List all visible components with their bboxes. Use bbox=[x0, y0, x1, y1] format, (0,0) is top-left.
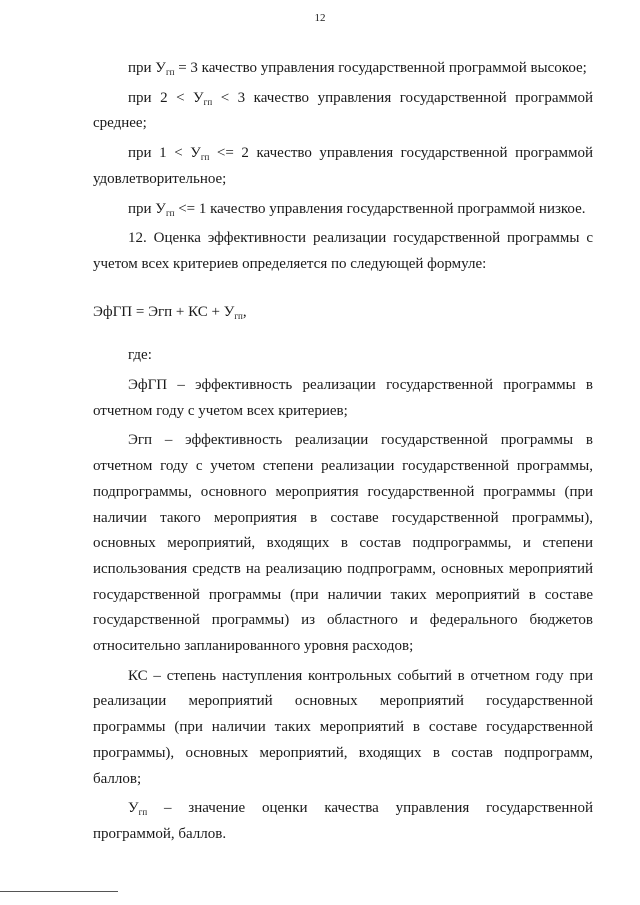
definition-efgp: ЭфГП – эффективность реализации государственной программы в отчетном году с учетом всех критериев; bbox=[93, 377, 593, 419]
definition-egp: Эгп – эффективность реализации государственной программы в отчетном году с учетом степени реализации государственной программы, подпрограммы, основного мероприятия государственной программы (при наличии такого мероприятия в составе государственной программы), основных мероприятий, входящих в состав подпрограммы, и степени использования средств на реализацию подпрограмм, основных мероприятий государственной программы (при наличии таких мероприятий в составе государственной программы) из областного и федерального бюджетов относительно запланированного уровня расходов; bbox=[93, 432, 593, 655]
section-12-intro: 12. Оценка эффективности реализации государственной программы с учетом всех критериев определяется по следующей формуле: bbox=[93, 230, 593, 272]
criterion-low: при $У_{гп} <= 1$ качество управления государственной программой низкое. bbox=[128, 200, 586, 218]
footer-rule bbox=[0, 891, 118, 892]
document-body bbox=[93, 56, 593, 848]
where-label: где: bbox=[128, 347, 152, 364]
criterion-high: при $У_{гп} = 3$ качество управления государственной программой высокое; bbox=[128, 60, 587, 77]
definition-ks: КС – степень наступления контрольных событий в отчетном году при реализации мероприятий основных мероприятий государственной программы (при наличии таких мероприятий в составе государственной программы), основных мероприятий, входящих в состав подпрограмм, баллов; bbox=[93, 667, 593, 787]
criterion-satisfactory: при $1 < У_{гп} <= 2$ качество управления государственной программой удовлетворительное; bbox=[93, 145, 593, 187]
formula: ЭфГП = Эгп + КС + $У_{гп}$, bbox=[93, 303, 247, 321]
criterion-medium: при $2 < У_{гп} < 3$ качество управления государственной программой среднее; bbox=[93, 89, 594, 132]
definition-ugp: $У_{гп}$ – значение оценки качества управления государственной программой, баллов. bbox=[93, 800, 593, 842]
page-number: 12 bbox=[314, 12, 326, 24]
